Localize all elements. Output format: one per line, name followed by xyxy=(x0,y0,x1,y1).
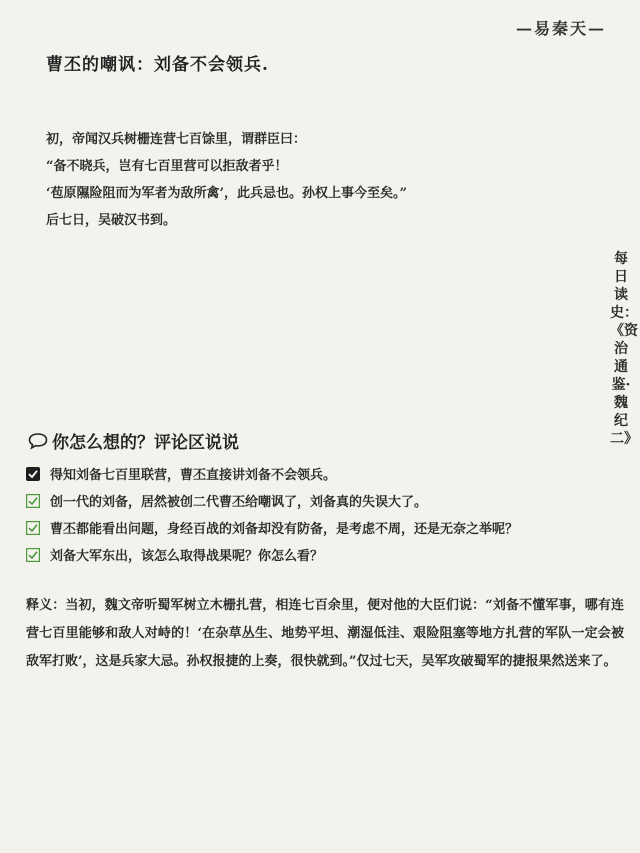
question-item xyxy=(26,541,616,568)
speech-bubble-icon xyxy=(28,432,48,450)
checkbox-green-icon xyxy=(26,521,40,535)
page-title: 曹丕的嘲讽：刘备不会领兵. xyxy=(46,55,269,75)
question-text: 曹丕都能看出问题，身经百战的刘备却没有防备，是考虑不周，还是无奈之举呢？ xyxy=(50,522,519,537)
original-text xyxy=(46,126,566,234)
question-text: 创一代的刘备，居然被创二代曹丕给嘲讽了，刘备真的失误大了。 xyxy=(50,495,428,510)
question-text: 刘备大军东出，该怎么取得战果呢？你怎么看？ xyxy=(50,549,324,564)
original-line: “备不晓兵，岂有七百里营可以拒敌者乎！ xyxy=(46,159,288,174)
discussion-heading-text: 你怎么想的？评论区说说 xyxy=(52,433,239,453)
explanation-paragraph: 释义：当初，魏文帝听蜀军树立木栅扎营，相连七百余里，便对他的大臣们说：“刘备不懂军事，哪有连营七百里能够和敌人对峙的！‘在杂草丛生、地势平坦、潮湿低洼、艰险阻塞等地方扎营的军队一定会被敌军打败’，这是兵家大忌。孙权报捷的上奏，很快就到。”仅过七天，吴军攻破蜀军的捷报果然送来了。 xyxy=(26,598,624,669)
original-line: ‘苞原隰险阻而为军者为敌所禽’，此兵忌也。孙权上事今至矣。” xyxy=(46,186,408,201)
question-text: 得知刘备七百里联营，曹丕直接讲刘备不会领兵。 xyxy=(50,468,337,483)
question-list xyxy=(26,460,616,568)
series-label-vertical: 每日读史：《资治通鉴·魏纪二》 xyxy=(610,251,638,447)
question-item xyxy=(26,487,616,514)
discussion-heading xyxy=(28,428,239,453)
checkbox-green-icon xyxy=(26,494,40,508)
question-item xyxy=(26,460,616,487)
checkbox-filled-icon xyxy=(26,467,40,481)
original-line: 后七日，吴破汉书到。 xyxy=(46,213,177,228)
original-line: 初，帝闻汉兵树栅连营七百馀里，谓群臣曰： xyxy=(46,132,307,147)
author-signature: —易秦天— xyxy=(515,19,606,38)
question-item xyxy=(26,514,616,541)
checkbox-green-icon xyxy=(26,548,40,562)
